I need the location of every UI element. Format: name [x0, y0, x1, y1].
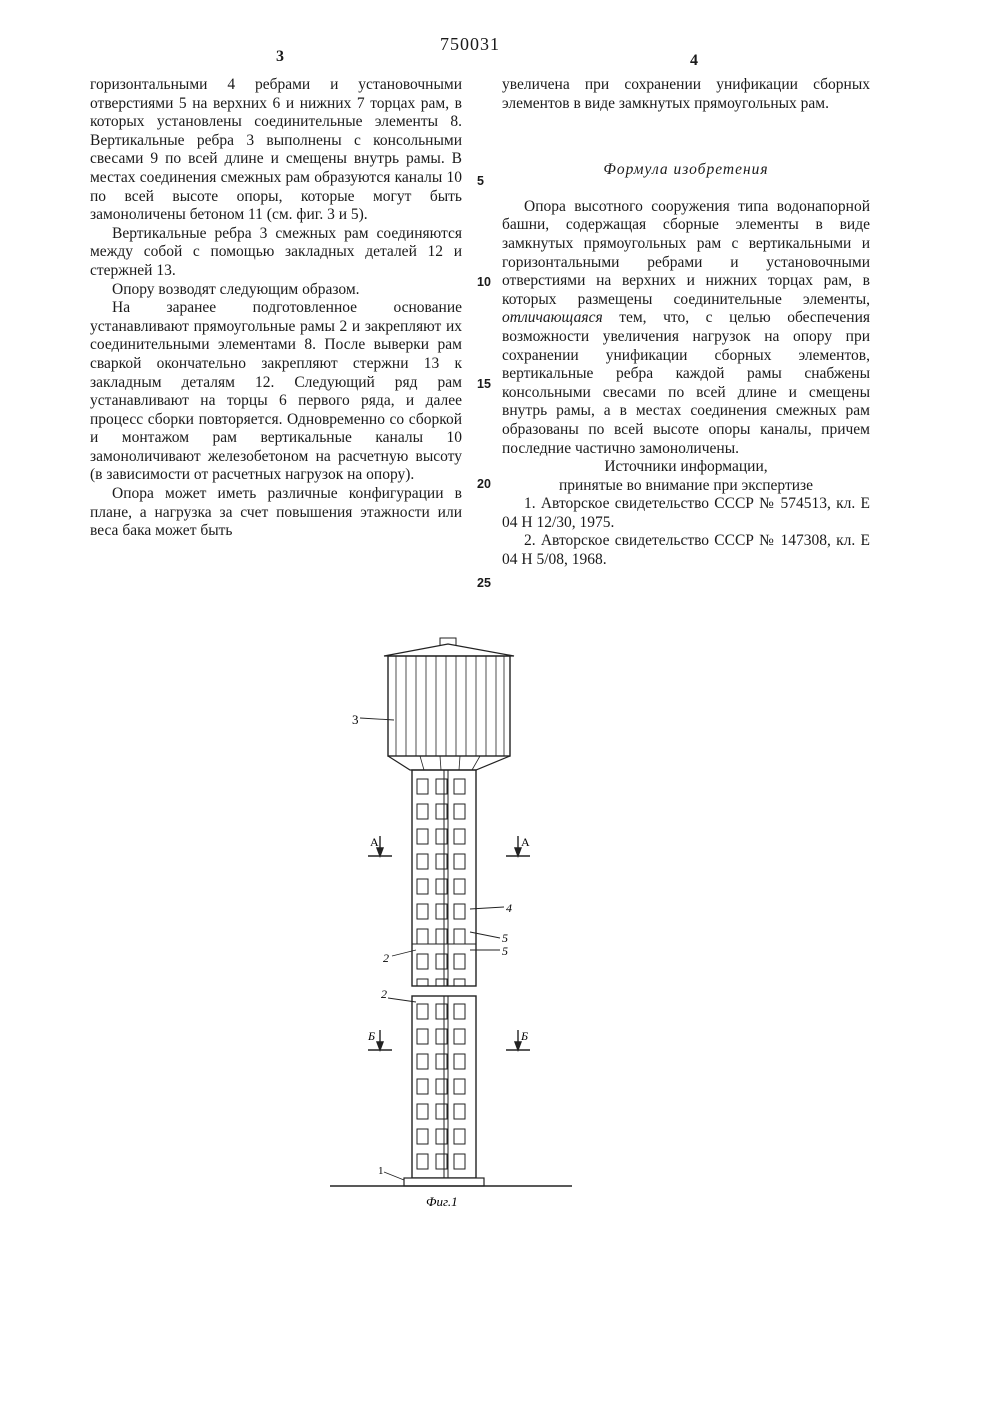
lower-shaft	[404, 996, 484, 1186]
claim-text-italic: отличающаяся	[502, 309, 603, 327]
claim-text-after: тем, что, с целью обеспечения возможности увеличения нагрузок на опору при сохранении унификации сборных элементов, вертикальные ребра каждой рамы снабжены консольными свесами по всей длине и смещены внутрь рамы, а в местах соединения смежных рам образованы по всей высоте опоры каналы, причем последние частично замоноличены.	[502, 309, 870, 457]
line-number-15: 15	[477, 377, 491, 391]
label-frame-lower: 2	[381, 987, 387, 1001]
patent-number: 750031	[440, 34, 500, 54]
left-paragraph-1: горизонтальными 4 ребрами и установочными отверстиями 5 на верхних 6 и нижних 7 торцах рам, в которых установлены соединительные элементы 8. Вертикальные ребра 3 выполнены с консольными свесами 9 по всей длине и смещены внутрь рамы. В местах соединения смежных рам образуются каналы 10 по всей высоте опоры, которые могут быть замоноличены бетоном 11 (см. фиг. 3 и 5).	[90, 76, 462, 224]
upper-shaft	[412, 770, 476, 986]
label-hole-2: 5	[502, 944, 508, 958]
claims-heading: Формула изобретения	[603, 161, 769, 179]
tank-staves	[396, 656, 504, 756]
right-paragraph-1: увеличена при сохранении унификации сборных элементов в виде замкнутых прямоугольных рам.	[502, 76, 870, 112]
sources-title: Источники информации,	[604, 458, 768, 476]
left-column-number: 3	[276, 48, 284, 65]
label-tank: 3	[352, 712, 359, 727]
label-section-b-left: Б	[368, 1029, 376, 1043]
source-2: 2. Авторское свидетельство СССР № 147308, кл. Е 04 Н 5/08, 1968.	[502, 532, 870, 569]
line-number-25: 25	[477, 576, 491, 590]
label-hole-1: 5	[502, 931, 508, 945]
source-1: 1. Авторское свидетельство СССР № 574513, кл. Е 04 Н 12/30, 1975.	[502, 495, 870, 531]
label-rib: 4	[506, 901, 512, 915]
figure-caption: Фиг.1	[426, 1194, 458, 1209]
line-number-5: 5	[477, 174, 484, 188]
label-section-a-right: А	[521, 835, 530, 849]
label-section-a-left: А	[370, 835, 379, 849]
left-paragraph-5: Опора может иметь различные конфигурации в плане, а нагрузка за счет повышения этажности или веса бака может быть	[90, 485, 462, 540]
line-number-20: 20	[477, 477, 491, 491]
label-frame-upper: 2	[383, 951, 389, 965]
claim-text-before: Опора высотного сооружения типа водонапорной башни, содержащая сборные элементы в виде замкнутых прямоугольных рам с вертикальными и горизонтальными ребрами и установочными отверстиями на верхних и нижних торцах рам, в которых размещены соединительные элементы,	[502, 197, 870, 308]
line-number-10: 10	[477, 275, 491, 289]
label-foundation: 1	[378, 1165, 384, 1177]
label-section-b-right: Б	[521, 1029, 529, 1043]
left-paragraph-2: Вертикальные ребра 3 смежных рам соединяются между собой с помощью закладных деталей 12 и стержней 13.	[90, 224, 462, 279]
sources-subtitle: принятые во внимание при экспертизе	[558, 476, 814, 494]
left-paragraph-4: На заранее подготовленное основание устанавливают прямоугольные рамы 2 и закрепляют их соединительными элементами 8. После выверки рам сваркой окончательно закрепляют стержни 13 к закладным деталям 12. Следующий ряд рам устанавливают на торцы 6 первого ряда, и далее процесс сборки повторяется. Одновременно со сборкой и монтажом рам вертикальные каналы 10 замоноличивают железобетоном на расчетную высоту (в зависимости от расчетных нагрузок на опору).	[90, 299, 462, 484]
right-column-number: 4	[690, 52, 698, 69]
left-paragraph-3: Опору возводят следующим образом.	[112, 280, 360, 298]
water-tank	[384, 638, 514, 770]
